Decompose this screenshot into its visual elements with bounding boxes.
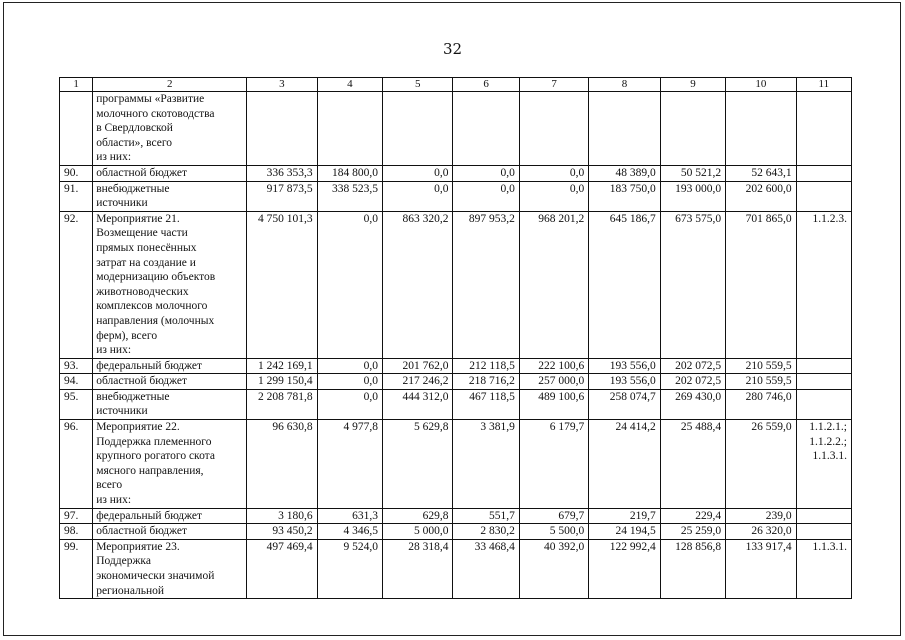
value-cell: 25 488,4 bbox=[660, 420, 725, 509]
value-cell: 193 556,0 bbox=[589, 374, 660, 390]
row-name-line: областной бюджет bbox=[96, 166, 188, 179]
value-cell: 93 450,2 bbox=[247, 524, 317, 540]
value-cell: 4 750 101,3 bbox=[247, 211, 317, 358]
row-name-line: федеральный бюджет bbox=[96, 509, 203, 522]
column-number-row bbox=[60, 78, 852, 92]
row-name-line: из них: bbox=[96, 494, 132, 507]
row-name bbox=[93, 181, 247, 211]
value-cell: 133 917,4 bbox=[726, 539, 796, 598]
table-row bbox=[60, 524, 852, 540]
value-cell: 336 353,3 bbox=[247, 165, 317, 181]
row-name-line: источники bbox=[96, 405, 148, 418]
row-name-line: источники bbox=[96, 197, 148, 210]
target-ref: 1.1.2.3. bbox=[812, 212, 847, 225]
value-cell: 3 180,6 bbox=[247, 508, 317, 524]
value-cell: 673 575,0 bbox=[660, 211, 725, 358]
row-name bbox=[93, 420, 247, 509]
value-cell: 222 100,6 bbox=[519, 358, 588, 374]
row-name-line: Поддержка bbox=[96, 555, 151, 568]
column-number: 8 bbox=[589, 78, 660, 92]
row-name bbox=[93, 374, 247, 390]
row-name-line: Мероприятие 23. bbox=[96, 540, 180, 553]
value-cell: 96 630,8 bbox=[247, 420, 317, 509]
row-name-line: молочного скотоводства bbox=[96, 107, 215, 120]
value-cell: 968 201,2 bbox=[519, 211, 588, 358]
row-name-line: затрат на создание и bbox=[96, 256, 196, 269]
row-name-line: Мероприятие 22. bbox=[96, 421, 180, 434]
value-cell: 629,8 bbox=[383, 508, 453, 524]
column-number: 1 bbox=[60, 78, 93, 92]
table-body bbox=[60, 92, 852, 599]
value-cell: 444 312,0 bbox=[383, 389, 453, 419]
value-cell: 48 389,0 bbox=[589, 165, 660, 181]
value-cell: 0,0 bbox=[519, 181, 588, 211]
row-number: 96. bbox=[60, 420, 93, 509]
target-ref-cell bbox=[796, 92, 851, 166]
row-name-line: прямых понесённых bbox=[96, 241, 197, 254]
value-cell: 184 800,0 bbox=[317, 165, 382, 181]
row-name-line: программы «Развитие bbox=[96, 93, 205, 105]
value-cell: 201 762,0 bbox=[383, 358, 453, 374]
value-cell: 128 856,8 bbox=[660, 539, 725, 598]
value-cell: 52 643,1 bbox=[726, 165, 796, 181]
value-cell: 33 468,4 bbox=[453, 539, 519, 598]
value-cell: 6 179,7 bbox=[519, 420, 588, 509]
row-name bbox=[93, 389, 247, 419]
value-cell: 0,0 bbox=[317, 389, 382, 419]
row-name bbox=[93, 358, 247, 374]
value-cell: 897 953,2 bbox=[453, 211, 519, 358]
value-cell: 679,7 bbox=[519, 508, 588, 524]
value-cell: 280 746,0 bbox=[726, 389, 796, 419]
value-cell: 0,0 bbox=[453, 165, 519, 181]
value-cell: 497 469,4 bbox=[247, 539, 317, 598]
row-name bbox=[93, 539, 247, 598]
row-name-line: ферм), всего bbox=[96, 329, 158, 342]
table-row bbox=[60, 358, 852, 374]
row-name-line: областной бюджет bbox=[96, 525, 188, 538]
value-cell: 217 246,2 bbox=[383, 374, 453, 390]
value-cell: 202 072,5 bbox=[660, 358, 725, 374]
row-name-line: экономически значимой bbox=[96, 570, 215, 582]
row-name-line: Поддержка племенного bbox=[96, 435, 212, 448]
target-ref: 1.1.3.1. bbox=[812, 450, 847, 463]
table-row bbox=[60, 374, 852, 390]
table-row bbox=[60, 389, 852, 419]
value-cell: 26 559,0 bbox=[726, 420, 796, 509]
value-cell: 489 100,6 bbox=[519, 389, 588, 419]
target-ref: 1.1.2.1.; bbox=[809, 421, 847, 434]
target-ref-cell bbox=[796, 539, 851, 598]
row-number: 94. bbox=[60, 374, 93, 390]
row-number: 90. bbox=[60, 165, 93, 181]
row-name-line: животноводческих bbox=[96, 285, 189, 298]
target-ref-cell bbox=[796, 508, 851, 524]
value-cell: 0,0 bbox=[317, 374, 382, 390]
column-number: 4 bbox=[317, 78, 382, 92]
value-cell: 9 524,0 bbox=[317, 539, 382, 598]
value-cell: 218 716,2 bbox=[453, 374, 519, 390]
value-cell: 239,0 bbox=[726, 508, 796, 524]
row-name-line: из них: bbox=[96, 344, 132, 357]
row-name-line: направления (молочных bbox=[96, 314, 215, 327]
value-cell: 28 318,4 bbox=[383, 539, 453, 598]
value-cell: 3 381,9 bbox=[453, 420, 519, 509]
value-cell: 24 194,5 bbox=[589, 524, 660, 540]
row-number: 97. bbox=[60, 508, 93, 524]
value-cell: 4 346,5 bbox=[317, 524, 382, 540]
value-cell: 257 000,0 bbox=[519, 374, 588, 390]
page-number: 32 bbox=[442, 40, 463, 58]
row-name bbox=[93, 92, 247, 166]
value-cell: 24 414,2 bbox=[589, 420, 660, 509]
target-ref-cell bbox=[796, 211, 851, 358]
column-number: 6 bbox=[453, 78, 519, 92]
value-cell: 0,0 bbox=[317, 358, 382, 374]
row-name-line: областной бюджет bbox=[96, 375, 188, 388]
value-cell bbox=[383, 92, 453, 166]
value-cell: 701 865,0 bbox=[726, 211, 796, 358]
value-cell bbox=[453, 92, 519, 166]
value-cell: 25 259,0 bbox=[660, 524, 725, 540]
row-name-line: Мероприятие 21. bbox=[96, 212, 180, 225]
column-number: 2 bbox=[93, 78, 247, 92]
value-cell: 258 074,7 bbox=[589, 389, 660, 419]
column-number: 5 bbox=[383, 78, 453, 92]
table-row bbox=[60, 211, 852, 358]
target-ref-cell bbox=[796, 358, 851, 374]
value-cell: 0,0 bbox=[383, 181, 453, 211]
value-cell: 5 500,0 bbox=[519, 524, 588, 540]
column-number: 3 bbox=[247, 78, 317, 92]
value-cell bbox=[589, 92, 660, 166]
row-name-line: внебюджетные bbox=[96, 182, 170, 195]
row-number: 92. bbox=[60, 211, 93, 358]
target-ref-cell bbox=[796, 374, 851, 390]
value-cell: 863 320,2 bbox=[383, 211, 453, 358]
row-name-line: всего bbox=[96, 479, 123, 492]
value-cell: 467 118,5 bbox=[453, 389, 519, 419]
row-name-line: федеральный бюджет bbox=[96, 359, 203, 372]
row-number: 91. bbox=[60, 181, 93, 211]
value-cell: 0,0 bbox=[453, 181, 519, 211]
row-name-line: области», всего bbox=[96, 136, 173, 149]
target-ref-cell bbox=[796, 389, 851, 419]
row-name bbox=[93, 165, 247, 181]
value-cell: 212 118,5 bbox=[453, 358, 519, 374]
row-name bbox=[93, 211, 247, 358]
value-cell: 202 072,5 bbox=[660, 374, 725, 390]
value-cell: 2 830,2 bbox=[453, 524, 519, 540]
row-name-line: крупного рогатого скота bbox=[96, 450, 215, 463]
value-cell: 5 629,8 bbox=[383, 420, 453, 509]
value-cell: 193 000,0 bbox=[660, 181, 725, 211]
table-row bbox=[60, 420, 852, 509]
value-cell: 210 559,5 bbox=[726, 358, 796, 374]
row-name-line: комплексов молочного bbox=[96, 300, 208, 313]
table-row bbox=[60, 92, 852, 166]
target-ref-cell bbox=[796, 524, 851, 540]
target-ref: 1.1.2.2.; bbox=[809, 435, 847, 448]
row-number bbox=[60, 92, 93, 166]
value-cell: 645 186,7 bbox=[589, 211, 660, 358]
table-row bbox=[60, 539, 852, 598]
row-name-line: внебюджетные bbox=[96, 390, 170, 403]
value-cell: 631,3 bbox=[317, 508, 382, 524]
column-number: 11 bbox=[796, 78, 851, 92]
table-row bbox=[60, 165, 852, 181]
target-ref-cell bbox=[796, 420, 851, 509]
value-cell: 0,0 bbox=[317, 211, 382, 358]
value-cell: 183 750,0 bbox=[589, 181, 660, 211]
row-name-line: из них: bbox=[96, 151, 132, 164]
row-number: 99. bbox=[60, 539, 93, 598]
row-number: 98. bbox=[60, 524, 93, 540]
value-cell bbox=[726, 92, 796, 166]
value-cell: 40 392,0 bbox=[519, 539, 588, 598]
value-cell: 551,7 bbox=[453, 508, 519, 524]
value-cell: 5 000,0 bbox=[383, 524, 453, 540]
table-row bbox=[60, 508, 852, 524]
value-cell: 4 977,8 bbox=[317, 420, 382, 509]
row-number: 93. bbox=[60, 358, 93, 374]
value-cell: 202 600,0 bbox=[726, 181, 796, 211]
value-cell: 122 992,4 bbox=[589, 539, 660, 598]
row-name-line: мясного направления, bbox=[96, 464, 204, 477]
value-cell: 219,7 bbox=[589, 508, 660, 524]
value-cell: 0,0 bbox=[383, 165, 453, 181]
value-cell: 0,0 bbox=[519, 165, 588, 181]
value-cell: 2 208 781,8 bbox=[247, 389, 317, 419]
column-number: 7 bbox=[519, 78, 588, 92]
row-number: 95. bbox=[60, 389, 93, 419]
value-cell: 193 556,0 bbox=[589, 358, 660, 374]
row-name-line: в Свердловской bbox=[96, 122, 173, 135]
value-cell: 269 430,0 bbox=[660, 389, 725, 419]
target-ref: 1.1.3.1. bbox=[812, 540, 847, 553]
table-row bbox=[60, 181, 852, 211]
column-number: 9 bbox=[660, 78, 725, 92]
value-cell: 210 559,5 bbox=[726, 374, 796, 390]
row-name-line: Возмещение части bbox=[96, 227, 188, 240]
row-name-line: модернизацию объектов bbox=[96, 271, 216, 284]
row-name bbox=[93, 524, 247, 540]
value-cell: 50 521,2 bbox=[660, 165, 725, 181]
row-name bbox=[93, 508, 247, 524]
value-cell: 338 523,5 bbox=[317, 181, 382, 211]
value-cell bbox=[519, 92, 588, 166]
column-number: 10 bbox=[726, 78, 796, 92]
value-cell: 917 873,5 bbox=[247, 181, 317, 211]
value-cell: 26 320,0 bbox=[726, 524, 796, 540]
value-cell bbox=[660, 92, 725, 166]
value-cell: 1 242 169,1 bbox=[247, 358, 317, 374]
target-ref-cell bbox=[796, 165, 851, 181]
value-cell bbox=[317, 92, 382, 166]
value-cell bbox=[247, 92, 317, 166]
target-ref-cell bbox=[796, 181, 851, 211]
value-cell: 229,4 bbox=[660, 508, 725, 524]
budget-table bbox=[59, 77, 852, 599]
row-name-line: региональной bbox=[96, 584, 165, 597]
value-cell: 1 299 150,4 bbox=[247, 374, 317, 390]
